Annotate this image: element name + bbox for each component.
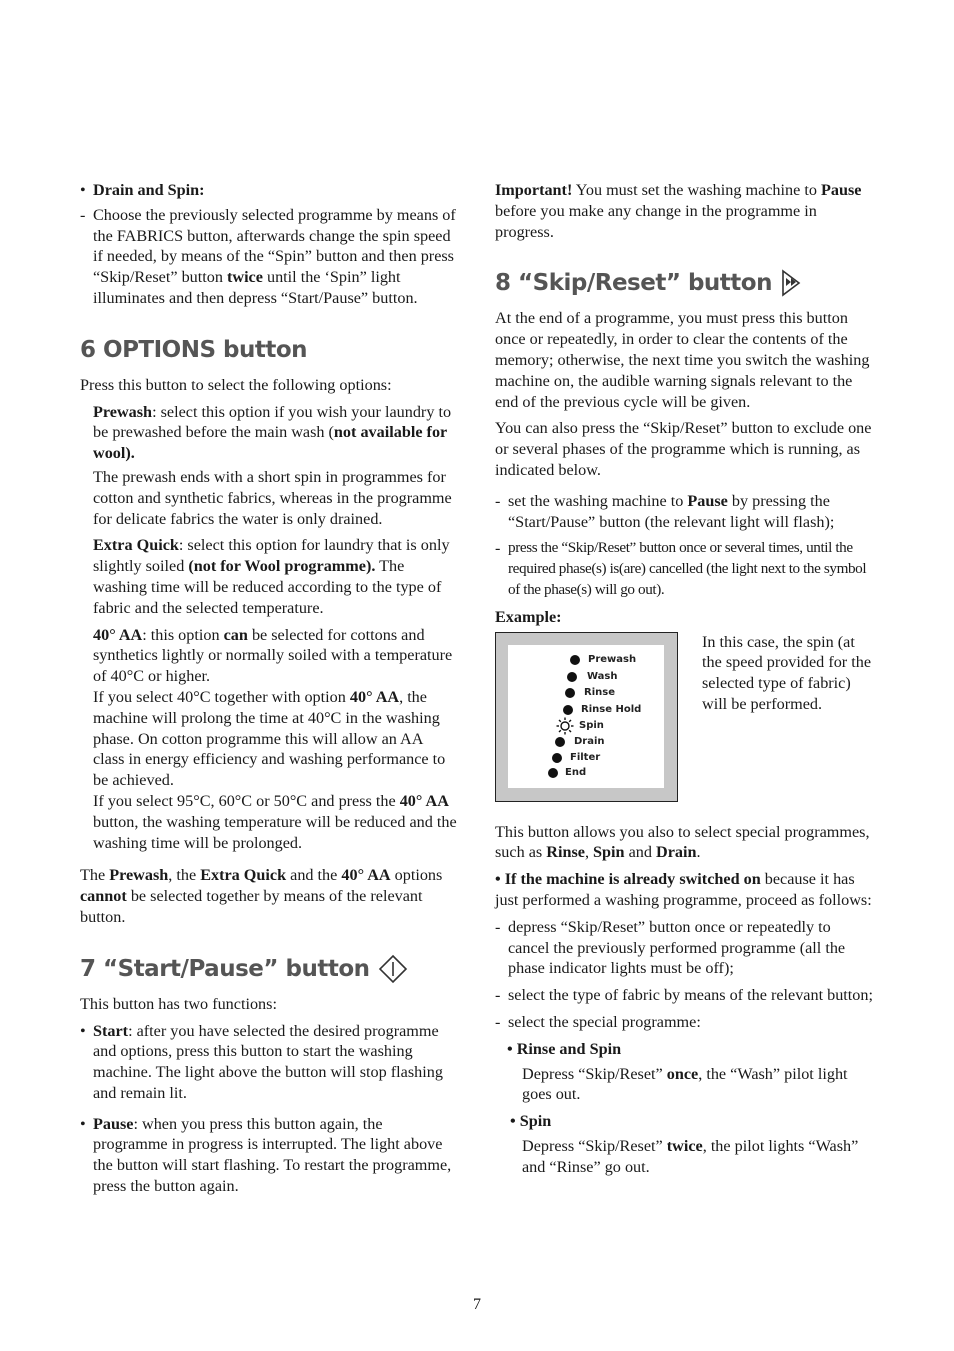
aa-option: 40° AA: this option can be selected for cottons and synthetics lightly or normally soiled with a temperature of 40°C or higher. <box>93 625 453 686</box>
skip-reset-heading: 8 “Skip/Reset” button <box>495 268 875 298</box>
rinse-light <box>565 688 575 698</box>
start-pause-heading: 7 “Start/Pause” button <box>80 954 458 984</box>
example-description: In this case, the spin (at the speed provided for the selected type of fabric) will be performed. <box>702 632 872 713</box>
drain-spin-heading: • Drain and Spin: <box>80 181 205 199</box>
special-step-2: - select the type of fabric by means of the relevant button; <box>495 986 873 1005</box>
options-intro: Press this button to select the following options: <box>80 375 392 394</box>
skip-reset-step-pause: - set the washing machine to Pause by pressing the “Start/Pause” button (the relevant light will flash); <box>495 491 835 531</box>
panel-label-drain: Drain <box>574 735 605 747</box>
drain-light <box>555 737 565 747</box>
rinse-hold-light <box>563 705 573 715</box>
pause-function: • Pause: when you press this button again, the programme in progress is interrupted. The light above the button will start flashing. To restart the programme, press the button again. <box>80 1114 452 1196</box>
phase-indicator-panel <box>495 632 678 802</box>
aa-option-temperature: If you select 95°C, 60°C or 50°C and press the 40° AA button, the washing temperature will be reduced and the washing time will be prolonged. <box>93 791 457 852</box>
drain-spin-step: - Choose the previously selected programme by means of the FABRICS button, afterwards change the spin speed if needed, by means of the “Spin” button and then press “Skip/Reset” button twice until the ‘Spin” light illuminates and then depress “Start/Pause” button. <box>80 205 456 307</box>
options-combination-note: The Prewash, the Extra Quick and the 40° AA options cannot be selected together by means of the relevant button. <box>80 866 443 926</box>
end-light <box>548 768 558 778</box>
panel-label-prewash: Prewash <box>588 653 637 665</box>
filter-light <box>552 753 562 763</box>
extra-quick-option: Extra Quick: select this option for laundry that is only slightly soiled (not for Wool programme). The washing time will be reduced according to the type of fabric and the selected temperature. <box>93 536 450 617</box>
prewash-option: Prewash: select this option if you wish your laundry to be prewashed before the main wash (not available for wool). <box>93 402 452 463</box>
wash-light <box>567 672 577 682</box>
start-pause-intro: This button has two functions: <box>80 994 277 1013</box>
panel-label-rinse: Rinse <box>584 686 615 698</box>
panel-label-end: End <box>565 766 587 778</box>
spin-instruction: Depress “Skip/Reset” twice, the pilot lights “Wash” and “Rinse” go out. <box>522 1136 859 1176</box>
panel-label-spin: Spin <box>579 719 604 731</box>
rinse-and-spin-heading: • Rinse and Spin <box>507 1039 622 1058</box>
panel-label-filter: Filter <box>570 751 601 763</box>
options-list <box>80 402 458 854</box>
right-column <box>495 180 875 1178</box>
example-figure <box>495 632 875 804</box>
panel-label-rinse-hold: Rinse Hold <box>581 703 642 715</box>
rinse-and-spin-instruction: Depress “Skip/Reset” once, the “Wash” pilot light goes out. <box>522 1064 848 1104</box>
example-label: Example: <box>495 607 562 626</box>
left-column <box>80 180 458 1197</box>
start-function: • Start: after you have selected the desired programme and options, press this button to start the washing machine. The light above the button will stop flashing and remain lit. <box>80 1021 443 1102</box>
special-programmes-intro: This button allows you also to select special programmes, such as Rinse, Spin and Drain. <box>495 822 870 862</box>
important-note: Important! You must set the washing machine to Pause before you make any change in the programme in progress. <box>495 181 862 241</box>
skip-reset-step-press: - press the “Skip/Reset” button once or several times, until the required phase(s) is(are) cancelled (the light next to the symbol of the phase(s) will go out). <box>495 539 867 598</box>
aa-option-detail: If you select 40°C together with option 40° AA, the machine will prolong the time at 40°C in the washing phase. On cotton programme this will allow an AA class in energy efficiency and washing performance to be achieved. <box>93 687 446 790</box>
options-heading: 6 OPTIONS button <box>80 336 308 363</box>
spin-light-on-icon <box>556 717 574 735</box>
prewash-note: The prewash ends with a short spin in programmes for cotton and synthetic fabrics, whereas in the programme for delicate fabrics the water is only drained. <box>93 467 452 528</box>
skip-reset-paragraph-1: At the end of a programme, you must press this button once or repeatedly, in order to clear the contents of the memory; otherwise, the next time you switch the washing machine on, the audible warning signals relevant to the end of the previous cycle will be given. <box>495 309 870 411</box>
panel-label-wash: Wash <box>587 670 618 682</box>
machine-on-instructions: • If the machine is already switched on because it has just performed a washing programme, proceed as follows: <box>495 870 872 909</box>
skip-reset-paragraph-2: You can also press the “Skip/Reset” button to exclude one or several phases of the programme which is running, as indicated below. <box>495 419 872 479</box>
spin-heading: • Spin <box>510 1112 552 1131</box>
skip-reset-icon <box>780 268 802 298</box>
page-number: 7 <box>473 1296 481 1313</box>
prewash-light <box>570 655 580 665</box>
special-step-3: - select the special programme: <box>495 1012 701 1031</box>
start-pause-icon <box>378 954 408 984</box>
special-step-1: - depress “Skip/Reset” button once or repeatedly to cancel the previously performed programme (all the phase indicator lights must be off); <box>495 917 846 978</box>
